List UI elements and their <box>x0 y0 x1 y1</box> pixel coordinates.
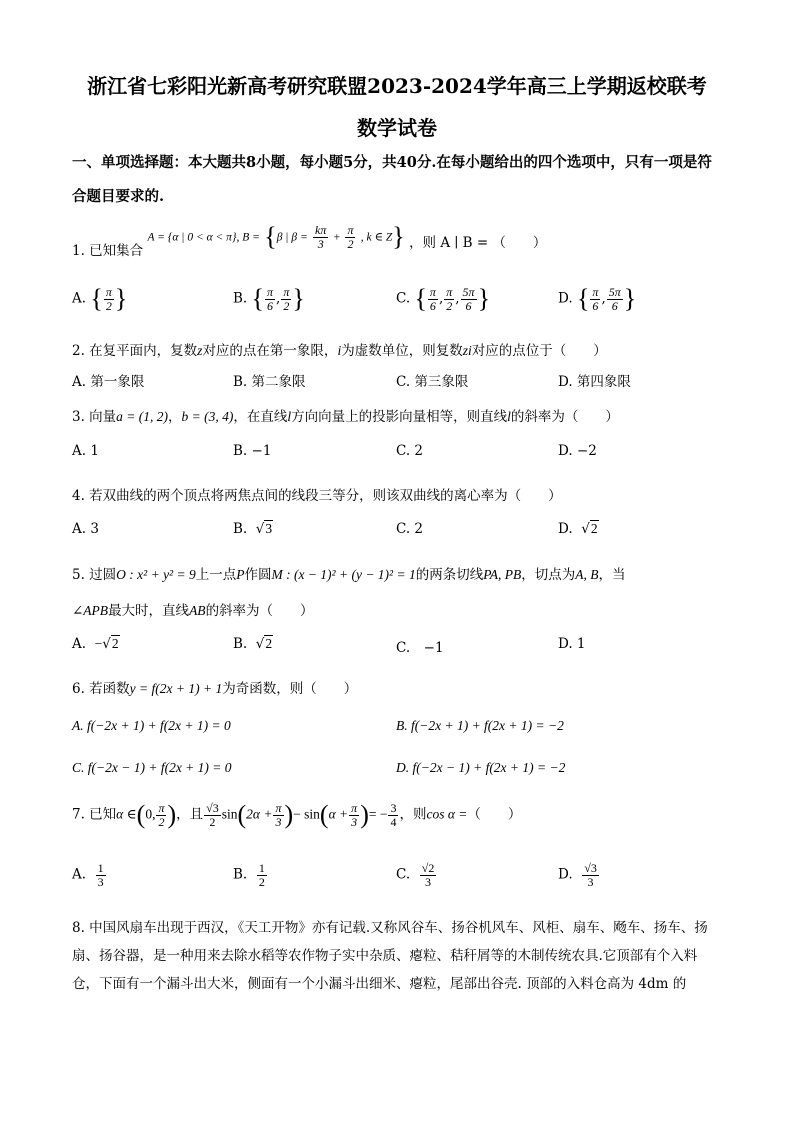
q3-option-d[interactable]: D. −2 <box>558 443 597 459</box>
question-7-stem: 7. 已知α ∈(0, $\frac{\pi}{2}$ )，且 $\frac{√3}{2}$ sin(2α + $\frac{\pi}{3}$ )− sin(α + $\frac{\pi}{3}$ )= − $\frac{3}{4}$ ，则cos α =（ ） <box>72 800 522 829</box>
q1-option-d[interactable]: D. { $\frac{\pi}{6}$ , $\frac{5\pi}{6}$ } <box>558 284 637 313</box>
q4-option-b[interactable]: B. √3 <box>233 521 273 537</box>
question-5-stem: 5. 过圆O : x² + y² = 9上一点P作圆M : (x − 1)² + (y − 1)² = 1的两条切线PA, PB，切点为A, B，当 <box>72 567 626 583</box>
question-8-stem: 8. 中国风扇车出现于西汉，《天工开物》亦有记载.又称风谷车、扬谷机风车、风柜、扇车、飏车、扬车、扬扇、扬谷器，是一种用来去除水稻等农作物子实中杂质、瘪粒、秸秆屑等的木制传统农具.它顶部有个入料仓，下面有一个漏斗出大米，侧面有一个小漏斗出细米、瘪粒，尾部出谷壳. 顶部的入料仓高为 4dm 的 <box>72 920 708 992</box>
q4-option-a[interactable]: A. 3 <box>72 521 99 537</box>
question-1-stem: 1. 已知集合 A = {α | 0 < α < π}, B = {β | β = $\frac{k\pi}{3}$ + $\frac{\pi}{2}$ , k ∈ Z} ，则 A ∣ B = （ ） <box>72 222 547 259</box>
q6-option-b[interactable]: B. f(−2x + 1) + f(2x + 1) = −2 <box>396 718 564 733</box>
q4-option-d[interactable]: D. √2 <box>558 521 598 537</box>
exam-subtitle: 数学试卷 <box>357 116 437 140</box>
q7-option-c[interactable]: C. $\frac{√2}{3}$ <box>396 861 435 889</box>
q1-text-start: 1. 已知集合 <box>72 242 144 259</box>
section-heading: 一、单项选择题：本大题共8小题，每小题5分，共40分.在每小题给出的四个选项中，只有一项是符合题目要求的. <box>72 154 712 205</box>
q5-option-c[interactable]: C. −1 <box>396 640 444 656</box>
question-4-stem: 4. 若双曲线的两个顶点将两焦点间的线段三等分，则该双曲线的离心率为（ ） <box>72 488 562 504</box>
q1-option-c[interactable]: C. { $\frac{\pi}{6}$ , $\frac{\pi}{2}$ , $\frac{5\pi}{6}$ } <box>396 284 491 313</box>
q2-option-b[interactable]: B. 第二象限 <box>233 374 306 390</box>
q7-option-d[interactable]: D. $\frac{√3}{3}$ <box>558 861 597 889</box>
q2-option-c[interactable]: C. 第三象限 <box>396 374 469 390</box>
q1-option-b[interactable]: B. { $\frac{\pi}{6}$ , $\frac{\pi}{2}$ } <box>233 284 305 313</box>
q6-option-c[interactable]: C. f(−2x − 1) + f(2x + 1) = 0 <box>72 760 232 775</box>
q5-option-a[interactable]: A. −√2 <box>72 636 119 652</box>
q2-option-a[interactable]: A. 第一象限 <box>72 374 145 390</box>
question-2-stem: 2. 在复平面内，复数z对应的点在第一象限，i为虚数单位，则复数zi对应的点位于（ ） <box>72 343 607 359</box>
q6-option-d[interactable]: D. f(−2x − 1) + f(2x + 1) = −2 <box>396 760 566 775</box>
exam-title: 浙江省七彩阳光新高考研究联盟2023-2024学年高三上学期返校联考 <box>87 74 707 98</box>
question-6-stem: 6. 若函数y = f(2x + 1) + 1为奇函数，则（ ） <box>72 681 358 697</box>
q1-set-a: A = {α | 0 < α < π}, B = <box>147 231 260 244</box>
q1-option-a[interactable]: A. { $\frac{\pi}{2}$ } <box>72 284 128 313</box>
question-3-stem: 3. 向量a = (1, 2)，b = (3, 4)，在直线l方向向量上的投影向量相等，则直线l的斜率为（ ） <box>72 409 619 425</box>
q1-set-b-right: , k ∈ Z <box>360 231 393 244</box>
q1-text-end: ，则 A ∣ B = （ ） <box>409 234 547 251</box>
q6-option-a[interactable]: A. f(−2x + 1) + f(2x + 1) = 0 <box>72 718 231 733</box>
q7-option-b[interactable]: B. $\frac{1}{2}$ <box>233 861 265 889</box>
q4-option-c[interactable]: C. 2 <box>396 521 424 537</box>
question-5-stem-line2: ∠APB最大时，直线AB的斜率为（ ） <box>72 603 314 619</box>
q7-option-a[interactable]: A. $\frac{1}{3}$ <box>72 861 104 889</box>
q2-option-d[interactable]: D. 第四象限 <box>558 374 631 390</box>
q3-option-a[interactable]: A. 1 <box>72 443 99 459</box>
q3-option-c[interactable]: C. 2 <box>396 443 424 459</box>
q5-option-b[interactable]: B. √2 <box>233 636 273 652</box>
q5-option-d[interactable]: D. 1 <box>558 636 586 652</box>
q3-option-b[interactable]: B. −1 <box>233 443 272 459</box>
q1-set-b-left: β | β = <box>276 231 308 244</box>
